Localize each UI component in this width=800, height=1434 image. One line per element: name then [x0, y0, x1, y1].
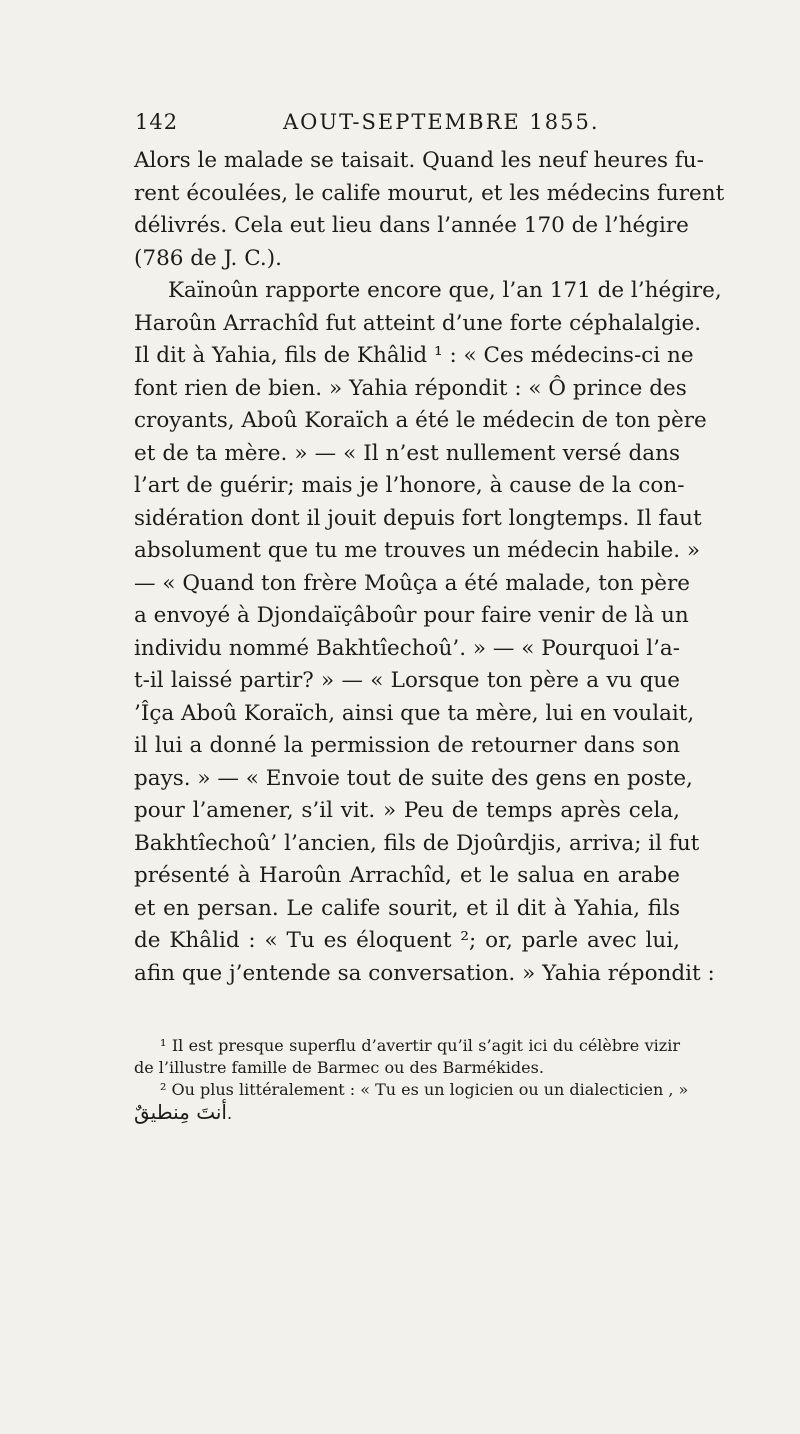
text-line: font rien de bien. » Yahia répondit : « Ô prince des [134, 375, 687, 401]
text-line: rent écoulées, le calife mourut, et les médecins furent [134, 180, 725, 206]
text-line: — « Quand ton frère Moûça a été malade, ton père [134, 570, 690, 596]
footnote-2: ² Ou plus littéralement : « Tu es un logicien ou un dialecticien , » [160, 1080, 689, 1099]
text-line: pour l’amener, s’il vit. » Peu de temps après cela, [134, 798, 680, 823]
body-text [134, 145, 725, 990]
text-line: et de ta mère. » — « Il n’est nullement versé dans [134, 440, 680, 466]
text-line: l’art de guérir; mais je l’honore, à cause de la con- [134, 473, 685, 498]
text-line: Alors le malade se taisait. Quand les neuf heures fu- [134, 148, 704, 173]
text-line: Kaïnoûn rapporte encore que, l’an 171 de l’hégire, [168, 278, 722, 303]
text-line: a envoyé à Djondaïçâboûr pour faire venir de là un [134, 603, 689, 628]
text-line: de Khâlid : « Tu es éloquent ²; or, parle avec lui, [134, 928, 680, 953]
text-line: t-il laissé partir? » — « Lorsque ton père a vu que [134, 668, 680, 693]
text-line: ’Îça Aboû Koraïch, ainsi que ta mère, lui en voulait, [134, 700, 695, 726]
text-line: croyants, Aboû Koraïch a été le médecin de ton père [134, 408, 707, 433]
arabic-phrase: أنتَ مِنطيقٌ [134, 1100, 227, 1124]
text-line: individu nommé Bakhtîechoû’. » — « Pourquoi l’a- [134, 635, 680, 661]
text-line: Bakhtîechoû’ l’ancien, fils de Djoûrdjis, arriva; il fut [134, 830, 700, 856]
footnote-2-continued [134, 1101, 680, 1123]
text-line: pays. » — « Envoie tout de suite des gens en poste, [134, 765, 693, 791]
page-number: 142 [135, 110, 179, 134]
text-line: présenté à Haroûn Arrachîd, et le salua en arabe [134, 863, 680, 888]
text-line: (786 de J. C.). [134, 245, 282, 271]
text-line: afin que j’entende sa conversation. » Yahia répondit : [134, 960, 715, 986]
text-line: Haroûn Arrachîd fut atteint d’une forte céphalalgie. [134, 310, 702, 336]
footnote-1: ¹ Il est presque superflu d’avertir qu’il s’agit ici du célèbre vizir [160, 1036, 680, 1055]
text-line: et en persan. Le calife sourit, et il dit à Yahia, fils [134, 895, 680, 921]
footnote-1-continued: de l’illustre famille de Barmec ou des Barmékides. [134, 1058, 544, 1077]
running-title: AOUT-SEPTEMBRE 1855. [283, 110, 600, 134]
text-line: il lui a donné la permission de retourner dans son [134, 733, 680, 758]
text-line: absolument que tu me trouves un médecin habile. » [134, 538, 701, 563]
footnotes [134, 1035, 689, 1124]
text-line: délivrés. Cela eut lieu dans l’année 170 de l’hégire [134, 213, 689, 238]
text-line: sidération dont il jouit depuis fort longtemps. Il faut [134, 505, 702, 531]
footnote-2-end: . [227, 1104, 233, 1123]
text-line: Il dit à Yahia, fils de Khâlid ¹ : « Ces médecins-ci ne [134, 343, 694, 368]
